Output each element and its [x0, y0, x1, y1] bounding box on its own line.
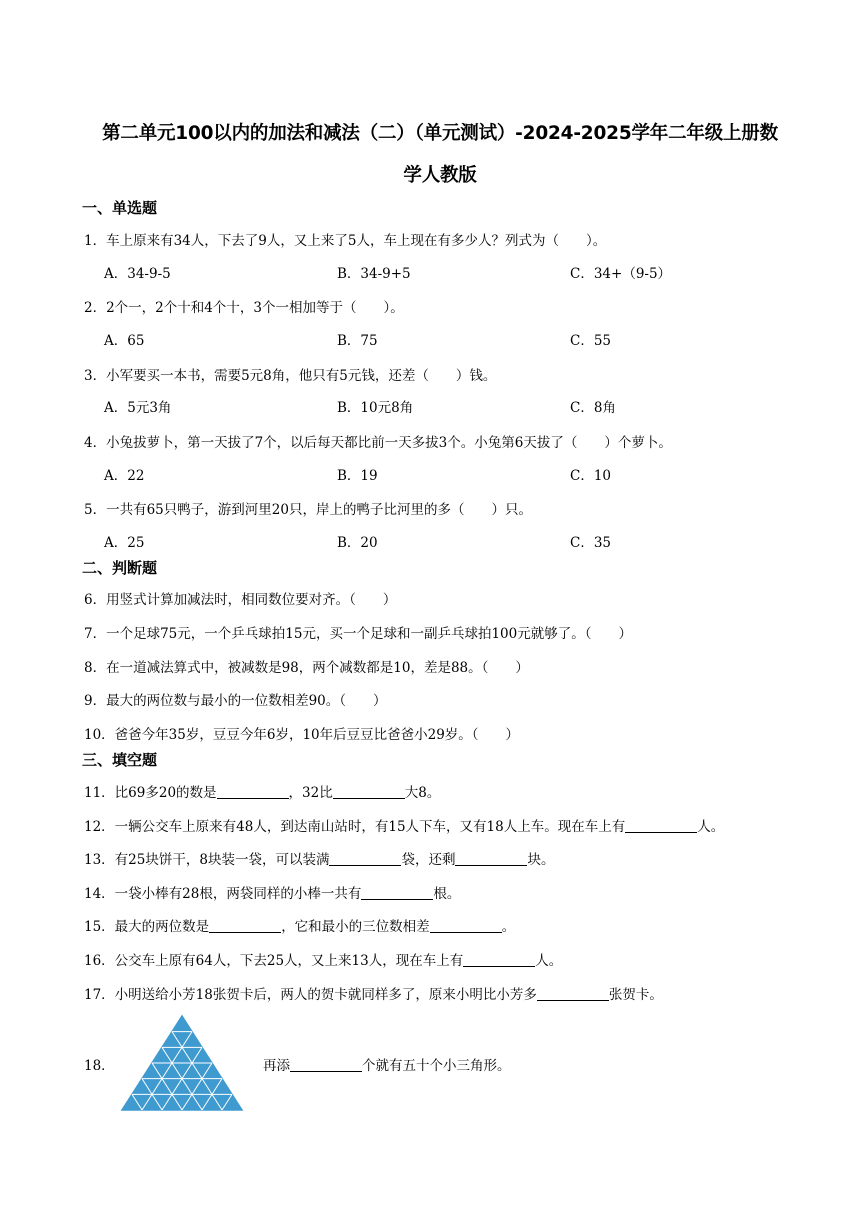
option-b: B．10元8角	[337, 400, 414, 416]
answer-blank[interactable]	[329, 851, 401, 866]
option-b: B．19	[337, 468, 378, 484]
question-17	[84, 983, 663, 1003]
option-b: B．75	[337, 333, 378, 349]
option-a: A．5元3角	[104, 400, 172, 416]
question-text: 个就有五十个小三角形。	[362, 1058, 511, 1074]
question-text: 17．小明送给小芳18张贺卡后，两人的贺卡就同样多了，原来小明比小芳多	[84, 987, 537, 1003]
option-c: C．55	[570, 333, 612, 349]
question-text: 根。	[433, 886, 461, 902]
question-9: 9．最大的两位数与最小的一位数相差90。（ ）	[84, 693, 387, 709]
question-7: 7．一个足球75元，一个乒乓球拍15元，买一个足球和一副乒乓球拍100元就够了。（ ）	[84, 626, 632, 642]
section-heading-judge: 二、判断题	[82, 559, 158, 577]
question-5: 5．一共有65只鸭子，游到河里20只，岸上的鸭子比河里的多（ ）只。	[84, 502, 532, 518]
option-a: A．65	[104, 333, 145, 349]
question-text: ，32比	[288, 785, 333, 801]
answer-blank[interactable]	[217, 784, 289, 799]
question-text: 11．比69多20的数是	[84, 785, 217, 801]
section-heading-fill-in: 三、填空题	[82, 751, 158, 769]
answer-blank[interactable]	[463, 952, 535, 967]
question-text: 袋，还剩	[401, 852, 456, 868]
answer-blank[interactable]	[209, 918, 281, 933]
question-10: 10．爸爸今年35岁，豆豆今年6岁，10年后豆豆比爸爸小29岁。（ ）	[84, 727, 520, 743]
option-a: A．22	[104, 468, 145, 484]
question-8: 8．在一道减法算式中，被减数是98，两个减数都是10，差是88。（ ）	[84, 660, 529, 676]
question-text: 人。	[697, 819, 725, 835]
question-12	[84, 815, 724, 835]
page-title-line1: 第二单元100以内的加法和减法（二）（单元测试）-2024-2025学年二年级上册数	[102, 123, 778, 144]
question-11	[84, 781, 440, 801]
question-13	[84, 848, 554, 868]
question-14	[84, 882, 460, 902]
question-4: 4．小兔拔萝卜，第一天拔了7个，以后每天都比前一天多拔3个。小兔第6天拔了（ ）个萝卜。	[84, 435, 672, 451]
answer-blank[interactable]	[290, 1057, 362, 1072]
question-text: 12．一辆公交车上原来有48人，到达南山站时，有15人下车，又有18人上车。现在车上有	[84, 819, 626, 835]
page-title-line2: 学人教版	[403, 165, 477, 186]
question-16	[84, 949, 562, 969]
question-text: 再添	[263, 1058, 290, 1074]
question-text: ，它和最小的三位数相差	[281, 919, 430, 935]
question-6: 6．用竖式计算加减法时，相同数位要对齐。（ ）	[84, 592, 397, 608]
option-c: C．8角	[570, 400, 616, 416]
answer-blank[interactable]	[333, 784, 405, 799]
question-text: 块。	[527, 852, 555, 868]
question-3: 3．小军要买一本书，需要5元8角，他只有5元钱，还差（ ）钱。	[84, 368, 497, 384]
question-text: 张贺卡。	[608, 987, 663, 1003]
question-text: 人。	[535, 953, 563, 969]
question-2: 2．2个一，2个十和4个十，3个一相加等于（ ）。	[84, 300, 404, 316]
option-b: B．20	[337, 535, 378, 551]
option-c: C．10	[570, 468, 612, 484]
option-b: B．34-9+5	[337, 266, 411, 282]
section-heading-single-choice: 一、单选题	[82, 199, 158, 217]
option-c: C．35	[570, 535, 612, 551]
question-15	[84, 915, 515, 935]
answer-blank[interactable]	[430, 918, 502, 933]
question-18-number: 18．	[84, 1058, 115, 1074]
answer-blank[interactable]	[625, 818, 697, 833]
question-text: 。	[501, 919, 516, 935]
question-text: 大8。	[404, 785, 441, 801]
question-text: 16．公交车上原有64人，下去25人，又上来13人，现在车上有	[84, 953, 464, 969]
question-18	[263, 1054, 511, 1074]
triangle-grid-figure	[120, 1014, 244, 1112]
option-a: A．34-9-5	[104, 266, 171, 282]
question-text: 15．最大的两位数是	[84, 919, 210, 935]
question-text: 13．有25块饼干，8块装一袋，可以装满	[84, 852, 330, 868]
answer-blank[interactable]	[361, 885, 433, 900]
question-text: 14．一袋小棒有28根，两袋同样的小棒一共有	[84, 886, 362, 902]
option-c: C．34+（9-5）	[570, 266, 672, 282]
question-1: 1．车上原来有34人，下去了9人，又上来了5人，车上现在有多少人？列式为（ ）。	[84, 233, 607, 249]
answer-blank[interactable]	[455, 851, 527, 866]
answer-blank[interactable]	[537, 986, 609, 1001]
option-a: A．25	[104, 535, 145, 551]
